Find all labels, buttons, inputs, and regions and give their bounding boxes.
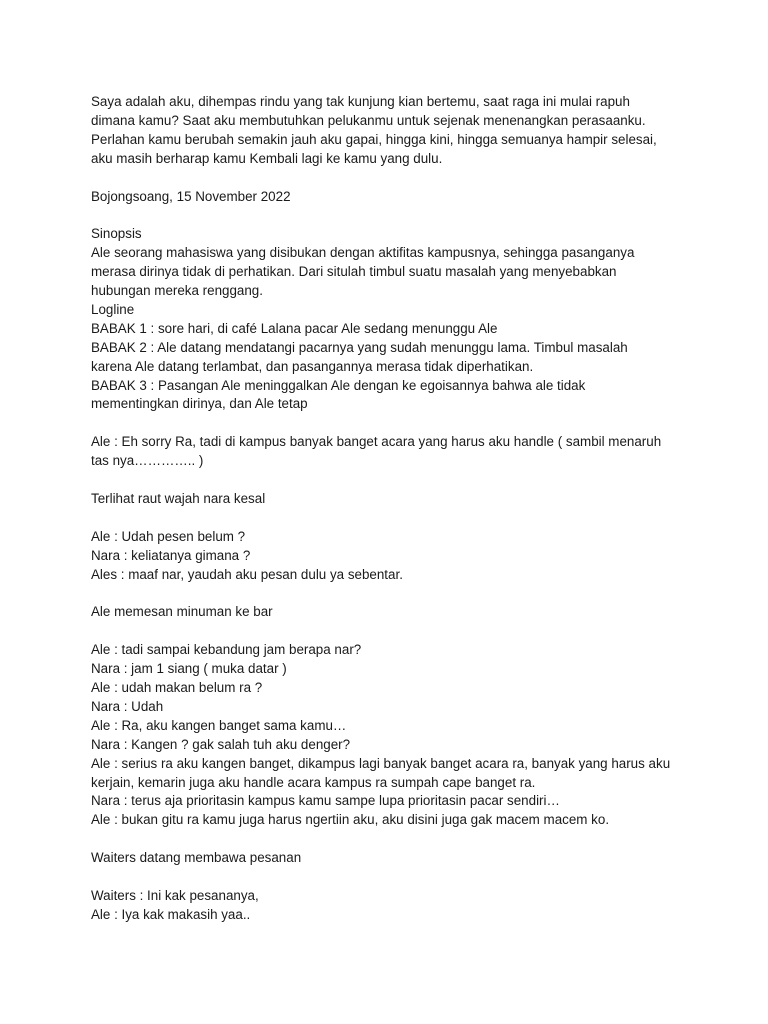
dialogue-block [91,528,691,585]
logline-section [91,301,691,414]
dialogue-line: Ale : serius ra aku kangen banget, dikampus lagi banyak banget acara ra, banyak yang harus aku [91,755,671,771]
dialogue-line: Ale : udah makan belum ra ? [91,679,263,695]
dialogue-block [91,641,691,830]
dialogue-line: Nara : jam 1 siang ( muka datar ) [91,661,287,677]
sinopsis-section [91,225,691,301]
dialogue-line: Nara : terus aja prioritasin kampus kamu sampe lupa prioritasin pacar sendiri… [91,793,560,809]
text-line: karena Ale datang terlambat, dan pasangannya merasa tidak diperhatikan. [91,358,534,374]
dialogue-line: tas nya………….. ) [91,453,204,469]
spacer [91,830,691,849]
stage-direction: Waiters datang membawa pesanan [91,850,302,866]
text-line: aku masih berharap kamu Kembali lagi ke kamu yang dulu. [91,150,443,166]
dialogue-block [91,433,691,471]
intro-paragraph [91,93,691,169]
dialogue-line: Ale : Udah pesen belum ? [91,528,246,544]
dialogue-block [91,887,691,925]
dialogue-line: Ales : maaf nar, yaudah aku pesan dulu ya sebentar. [91,566,403,582]
text-line: BABAK 1 : sore hari, di café Lalana pacar Ale sedang menunggu Ale [91,320,498,336]
dialogue-line: Ale : Eh sorry Ra, tadi di kampus banyak banget acara yang harus aku handle ( sambil menaruh [91,434,662,450]
dialogue-line: Ale : Iya kak makasih yaa.. [91,906,251,922]
text-line: Perlahan kamu berubah semakin jauh aku gapai, hingga kini, hingga semuanya hampir selesai, [91,131,657,147]
dialogue-line: Ale : tadi sampai kebandung jam berapa nar? [91,642,362,658]
spacer [91,584,691,603]
logline-heading: Logline [91,301,135,317]
text-line: BABAK 3 : Pasangan Ale meninggalkan Ale dengan ke egoisannya bahwa ale tidak [91,377,586,393]
text-line: merasa dirinya tidak di perhatikan. Dari situlah timbul suatu masalah yang menyebabkan [91,264,617,280]
spacer [91,414,691,433]
dialogue-line: Ale : Ra, aku kangen banget sama kamu… [91,717,347,733]
document-page [91,93,691,925]
stage-direction: Ale memesan minuman ke bar [91,604,273,620]
text-line: BABAK 2 : Ale datang mendatangi pacarnya yang sudah menunggu lama. Timbul masalah [91,339,628,355]
dialogue-line: Nara : Udah [91,698,164,714]
spacer [91,169,691,188]
dialogue-line: Ale : bukan gitu ra kamu juga harus ngertiin aku, aku disini juga gak macem macem ko. [91,812,610,828]
sinopsis-heading: Sinopsis [91,226,142,242]
stage-direction: Terlihat raut wajah nara kesal [91,490,266,506]
spacer [91,622,691,641]
spacer [91,471,691,490]
dialogue-line: Nara : Kangen ? gak salah tuh aku denger? [91,736,351,752]
text-line: Ale seorang mahasiswa yang disibukan dengan aktifitas kampusnya, sehingga pasanganya [91,245,635,261]
spacer [91,868,691,887]
text-line: mementingkan dirinya, dan Ale tetap [91,396,308,412]
spacer [91,509,691,528]
text-line: dimana kamu? Saat aku membutuhkan pelukanmu untuk sejenak menenangkan perasaanku. [91,112,646,128]
spacer [91,206,691,225]
dialogue-line: Waiters : Ini kak pesananya, [91,887,259,903]
place-date: Bojongsoang, 15 November 2022 [91,188,291,204]
text-line: hubungan mereka renggang. [91,283,263,299]
text-line: Saya adalah aku, dihempas rindu yang tak kunjung kian bertemu, saat raga ini mulai rapuh [91,94,630,109]
dialogue-line: kerjain, kemarin juga aku handle acara kampus ra sumpah cape banget ra. [91,774,536,790]
dialogue-line: Nara : keliatanya gimana ? [91,547,251,563]
